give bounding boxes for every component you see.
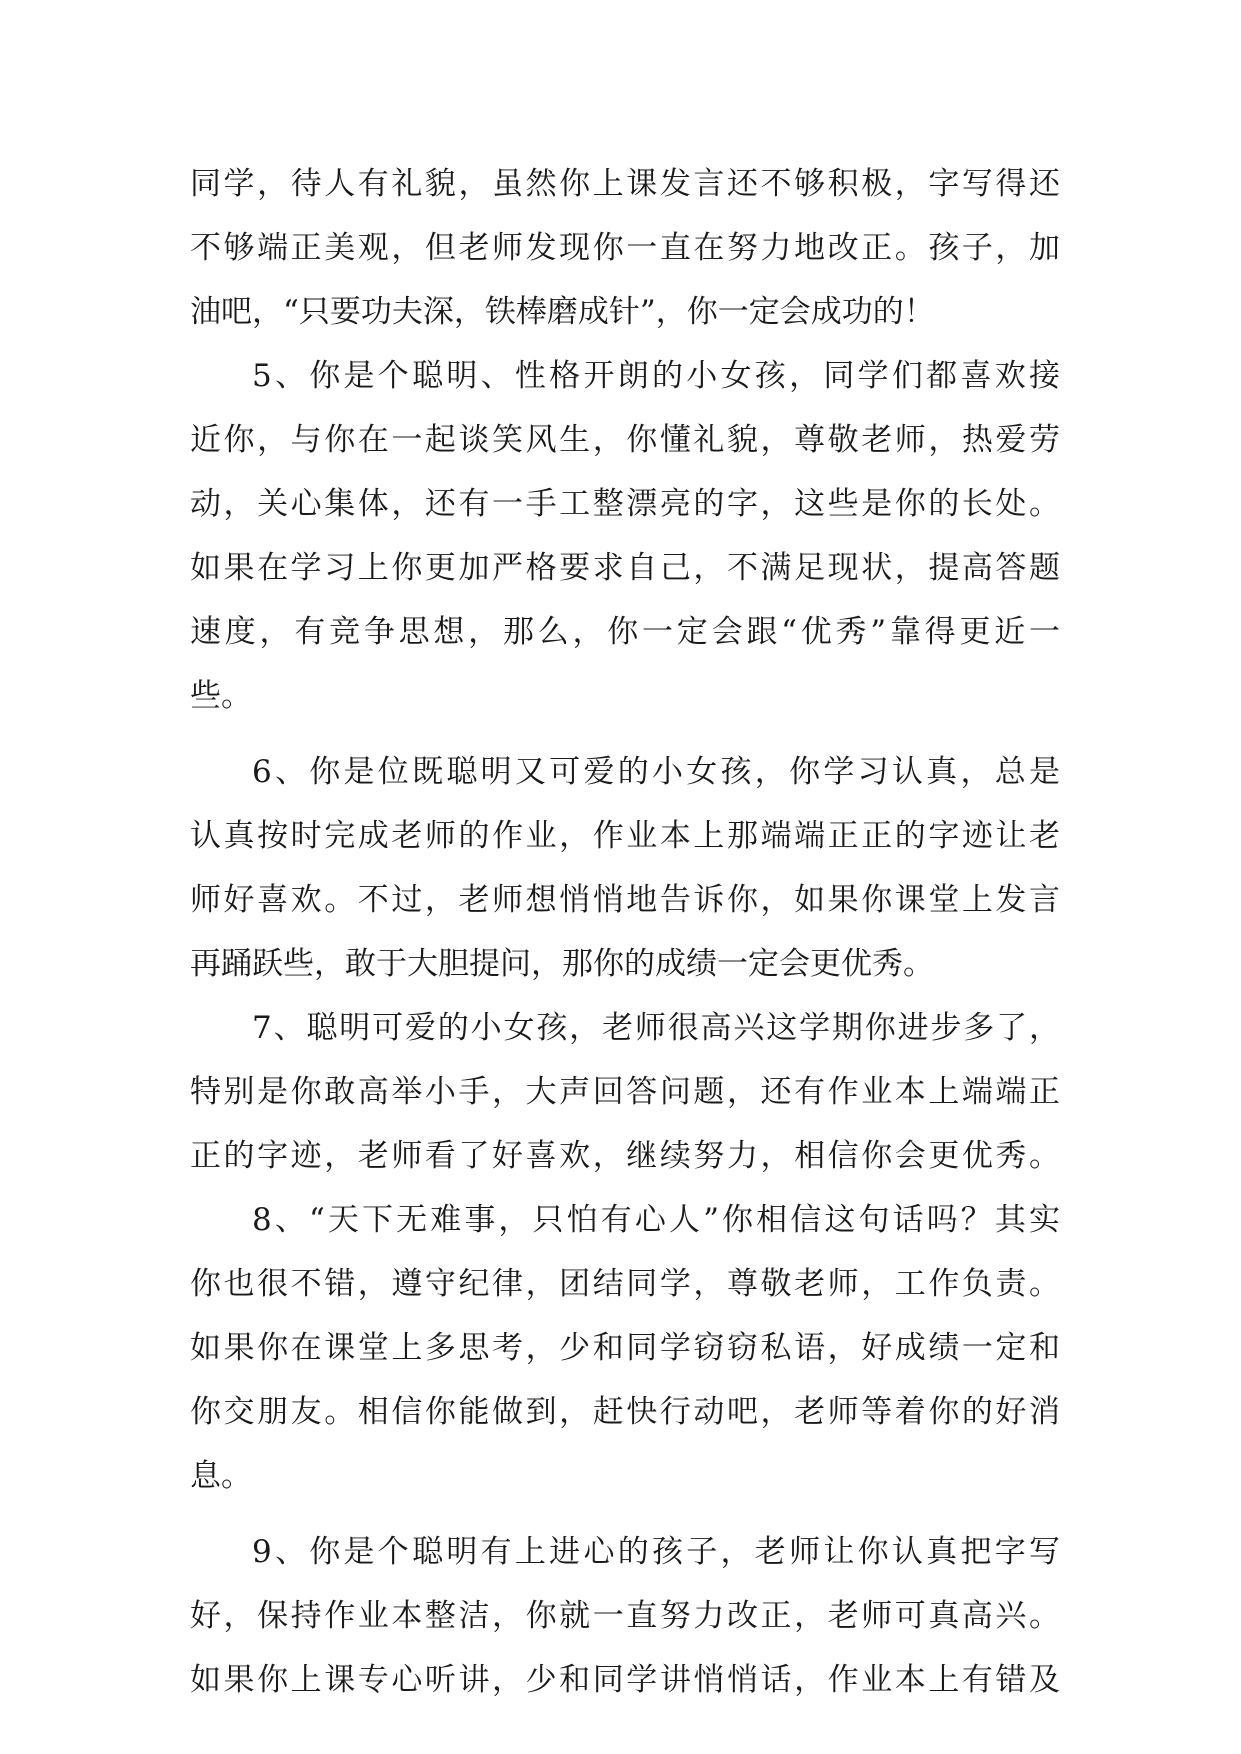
text-line: 动，关心集体，还有一手工整漂亮的字，这些是你的长处。 [190,486,1060,522]
text-line: 速度，有竞争思想，那么，你一定会跟“优秀”靠得更近一 [190,614,1060,650]
text-line: 8、“天下无难事，只怕有心人”你相信这句话吗？其实 [252,1202,1060,1238]
text-line: 9、你是个聪明有上进心的孩子，老师让你认真把字写 [252,1534,1060,1570]
text-line: 如果你上课专心听讲，少和同学讲悄悄话，作业本上有错及 [190,1662,1060,1698]
text-line: 你交朋友。相信你能做到，赶快行动吧，老师等着你的好消 [190,1394,1060,1430]
text-line: 5、你是个聪明、性格开朗的小女孩，同学们都喜欢接 [252,358,1060,394]
paragraph-gap [190,728,1060,740]
text-line: 近你，与你在一起谈笑风生，你懂礼貌，尊敬老师，热爱劳 [190,422,1060,458]
text-line: 不够端正美观，但老师发现你一直在努力地改正。孩子，加 [190,230,1060,266]
paragraph-gap [190,1508,1060,1520]
text-line: 再踊跃些，敢于大胆提问，那你的成绩一定会更优秀。 [190,946,934,982]
text-line: 师好喜欢。不过，老师想悄悄地告诉你，如果你课堂上发言 [190,882,1060,918]
text-line: 认真按时完成老师的作业，作业本上那端端正正的字迹让老 [190,818,1060,854]
text-line: 好，保持作业本整洁，你就一直努力改正，老师可真高兴。 [190,1598,1060,1634]
paragraph-5 [190,344,1060,728]
text-line: 息。 [190,1458,252,1494]
text-line: 6、你是位既聪明又可爱的小女孩，你学习认真，总是 [252,754,1060,790]
document-body [190,152,1060,1712]
text-line: 特别是你敢高举小手，大声回答问题，还有作业本上端端正 [190,1074,1060,1110]
text-line: 7、聪明可爱的小女孩，老师很高兴这学期你进步多了， [252,1010,1060,1046]
paragraph-4-continuation [190,152,1060,344]
text-line: 你也很不错，遵守纪律，团结同学，尊敬老师，工作负责。 [190,1266,1060,1302]
paragraph-9 [190,1520,1060,1712]
paragraph-8 [190,1188,1060,1508]
text-line: 正的字迹，老师看了好喜欢，继续努力，相信你会更优秀。 [190,1138,1060,1174]
paragraph-7 [190,996,1060,1188]
paragraph-6 [190,740,1060,996]
text-line: 同学，待人有礼貌，虽然你上课发言还不够积极，字写得还 [190,166,1060,202]
text-line: 油吧，“只要功夫深，铁棒磨成针”，你一定会成功的！ [190,294,935,330]
text-line: 些。 [190,678,252,714]
text-line: 如果你在课堂上多思考，少和同学窃窃私语，好成绩一定和 [190,1330,1060,1366]
text-line: 如果在学习上你更加严格要求自己，不满足现状，提高答题 [190,550,1060,586]
